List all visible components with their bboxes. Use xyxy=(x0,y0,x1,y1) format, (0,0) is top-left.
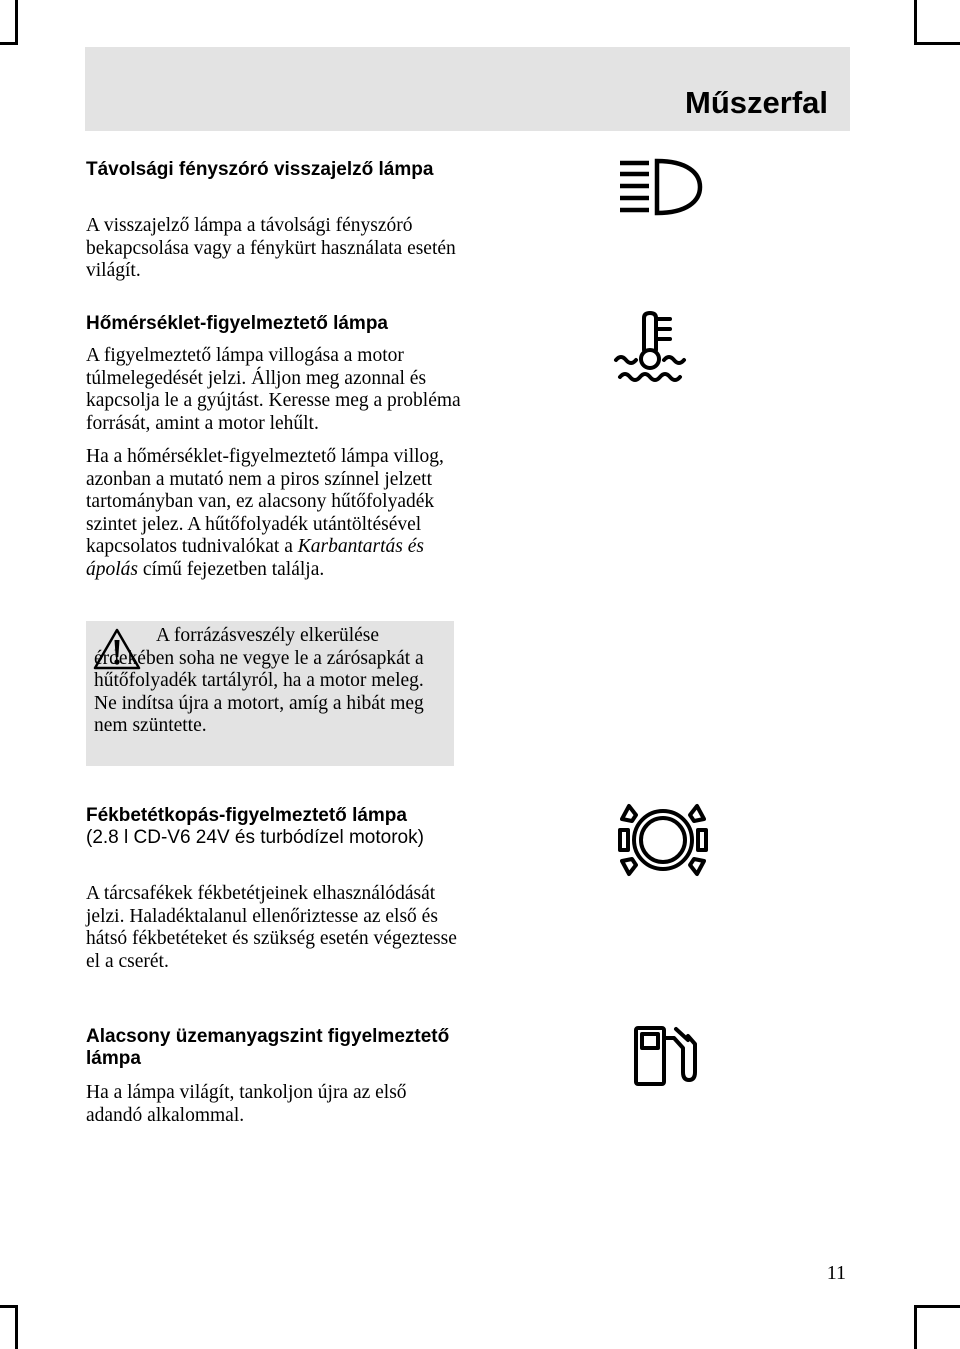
crop-mark-top-left xyxy=(15,0,18,45)
warning-text: A forrázásveszély elkerülése érdekében soha ne vegye le a zárósapkát a hűtőfolyadék tartályról, ha a motor meleg. Ne indítsa újra a motort, amíg a hibát meg nem szüntette. xyxy=(94,625,424,736)
crop-mark-bottom-left xyxy=(0,1305,18,1308)
brake-pad-heading-subtitle: (2.8 l CD-V6 24V és turbódízel motorok) xyxy=(86,827,424,848)
chapter-title: Műszerfal xyxy=(685,85,828,120)
coolant-level-text-end: című fejezetben találja. xyxy=(138,558,325,580)
section-text-high-beam: A visszajelző lámpa a távolsági fényszóró bekapcsolása vagy a fénykürt használata esetén világít. xyxy=(86,215,456,281)
section-heading-low-fuel: Alacsony üzemanyagszint figyelmeztető lámpa xyxy=(86,1026,450,1069)
high-beam-icon xyxy=(616,156,708,218)
fuel-pump-icon xyxy=(632,1024,704,1088)
warning-box xyxy=(86,621,454,766)
coolant-level-text: Ha a hőmérséklet-figyelmeztető lámpa villog, azonban a mutató nem a piros színnel jelzett tartományban van, ez alacsony hűtőfolyadék szintet jelez. A hűtőfolyadék utántöltésével kapcsolatos tudnivalókat a xyxy=(86,446,444,557)
crop-mark-bottom-right xyxy=(914,1305,960,1308)
section-heading-high-beam: Távolsági fényszóró visszajelző lámpa xyxy=(86,159,434,180)
section-heading-brake-pad-wear xyxy=(86,805,466,849)
crop-mark-bottom-right xyxy=(914,1305,917,1349)
section-heading-coolant-temperature: Hőmérséklet-figyelmeztető lámpa xyxy=(86,313,388,334)
section-text-low-fuel: Ha a lámpa világít, tankoljon újra az első adandó alkalommal. xyxy=(86,1082,407,1126)
crop-mark-top-right xyxy=(914,0,917,45)
crop-mark-top-left xyxy=(0,42,18,45)
section-text-brake-pad-wear: A tárcsafékek fékbetétjeinek elhasználódását jelzi. Haladéktalanul ellenőriztesse az első és hátsó fékbetéteket és szükség esetén végeztesse el a cserét. xyxy=(86,883,457,972)
crop-mark-top-right xyxy=(914,42,960,45)
crop-mark-bottom-left xyxy=(15,1305,18,1349)
section-text-coolant-temperature: A figyelmeztető lámpa villogása a motor túlmelegedését jelzi. Álljon meg azonnal és kapcsolja le a gyújtást. Keresse meg a probléma forrását, amint a motor lehűlt. xyxy=(86,345,461,434)
chapter-header xyxy=(85,47,850,131)
brake-pad-wear-icon xyxy=(617,802,709,878)
section-text-coolant-level xyxy=(86,446,466,581)
coolant-temperature-icon xyxy=(612,310,688,388)
page-number: 11 xyxy=(826,1262,846,1284)
reference-chapter-title: Karbantartás és ápolás xyxy=(86,536,424,580)
brake-pad-heading-title: Fékbetétkopás-figyelmeztető lámpa xyxy=(86,805,407,826)
